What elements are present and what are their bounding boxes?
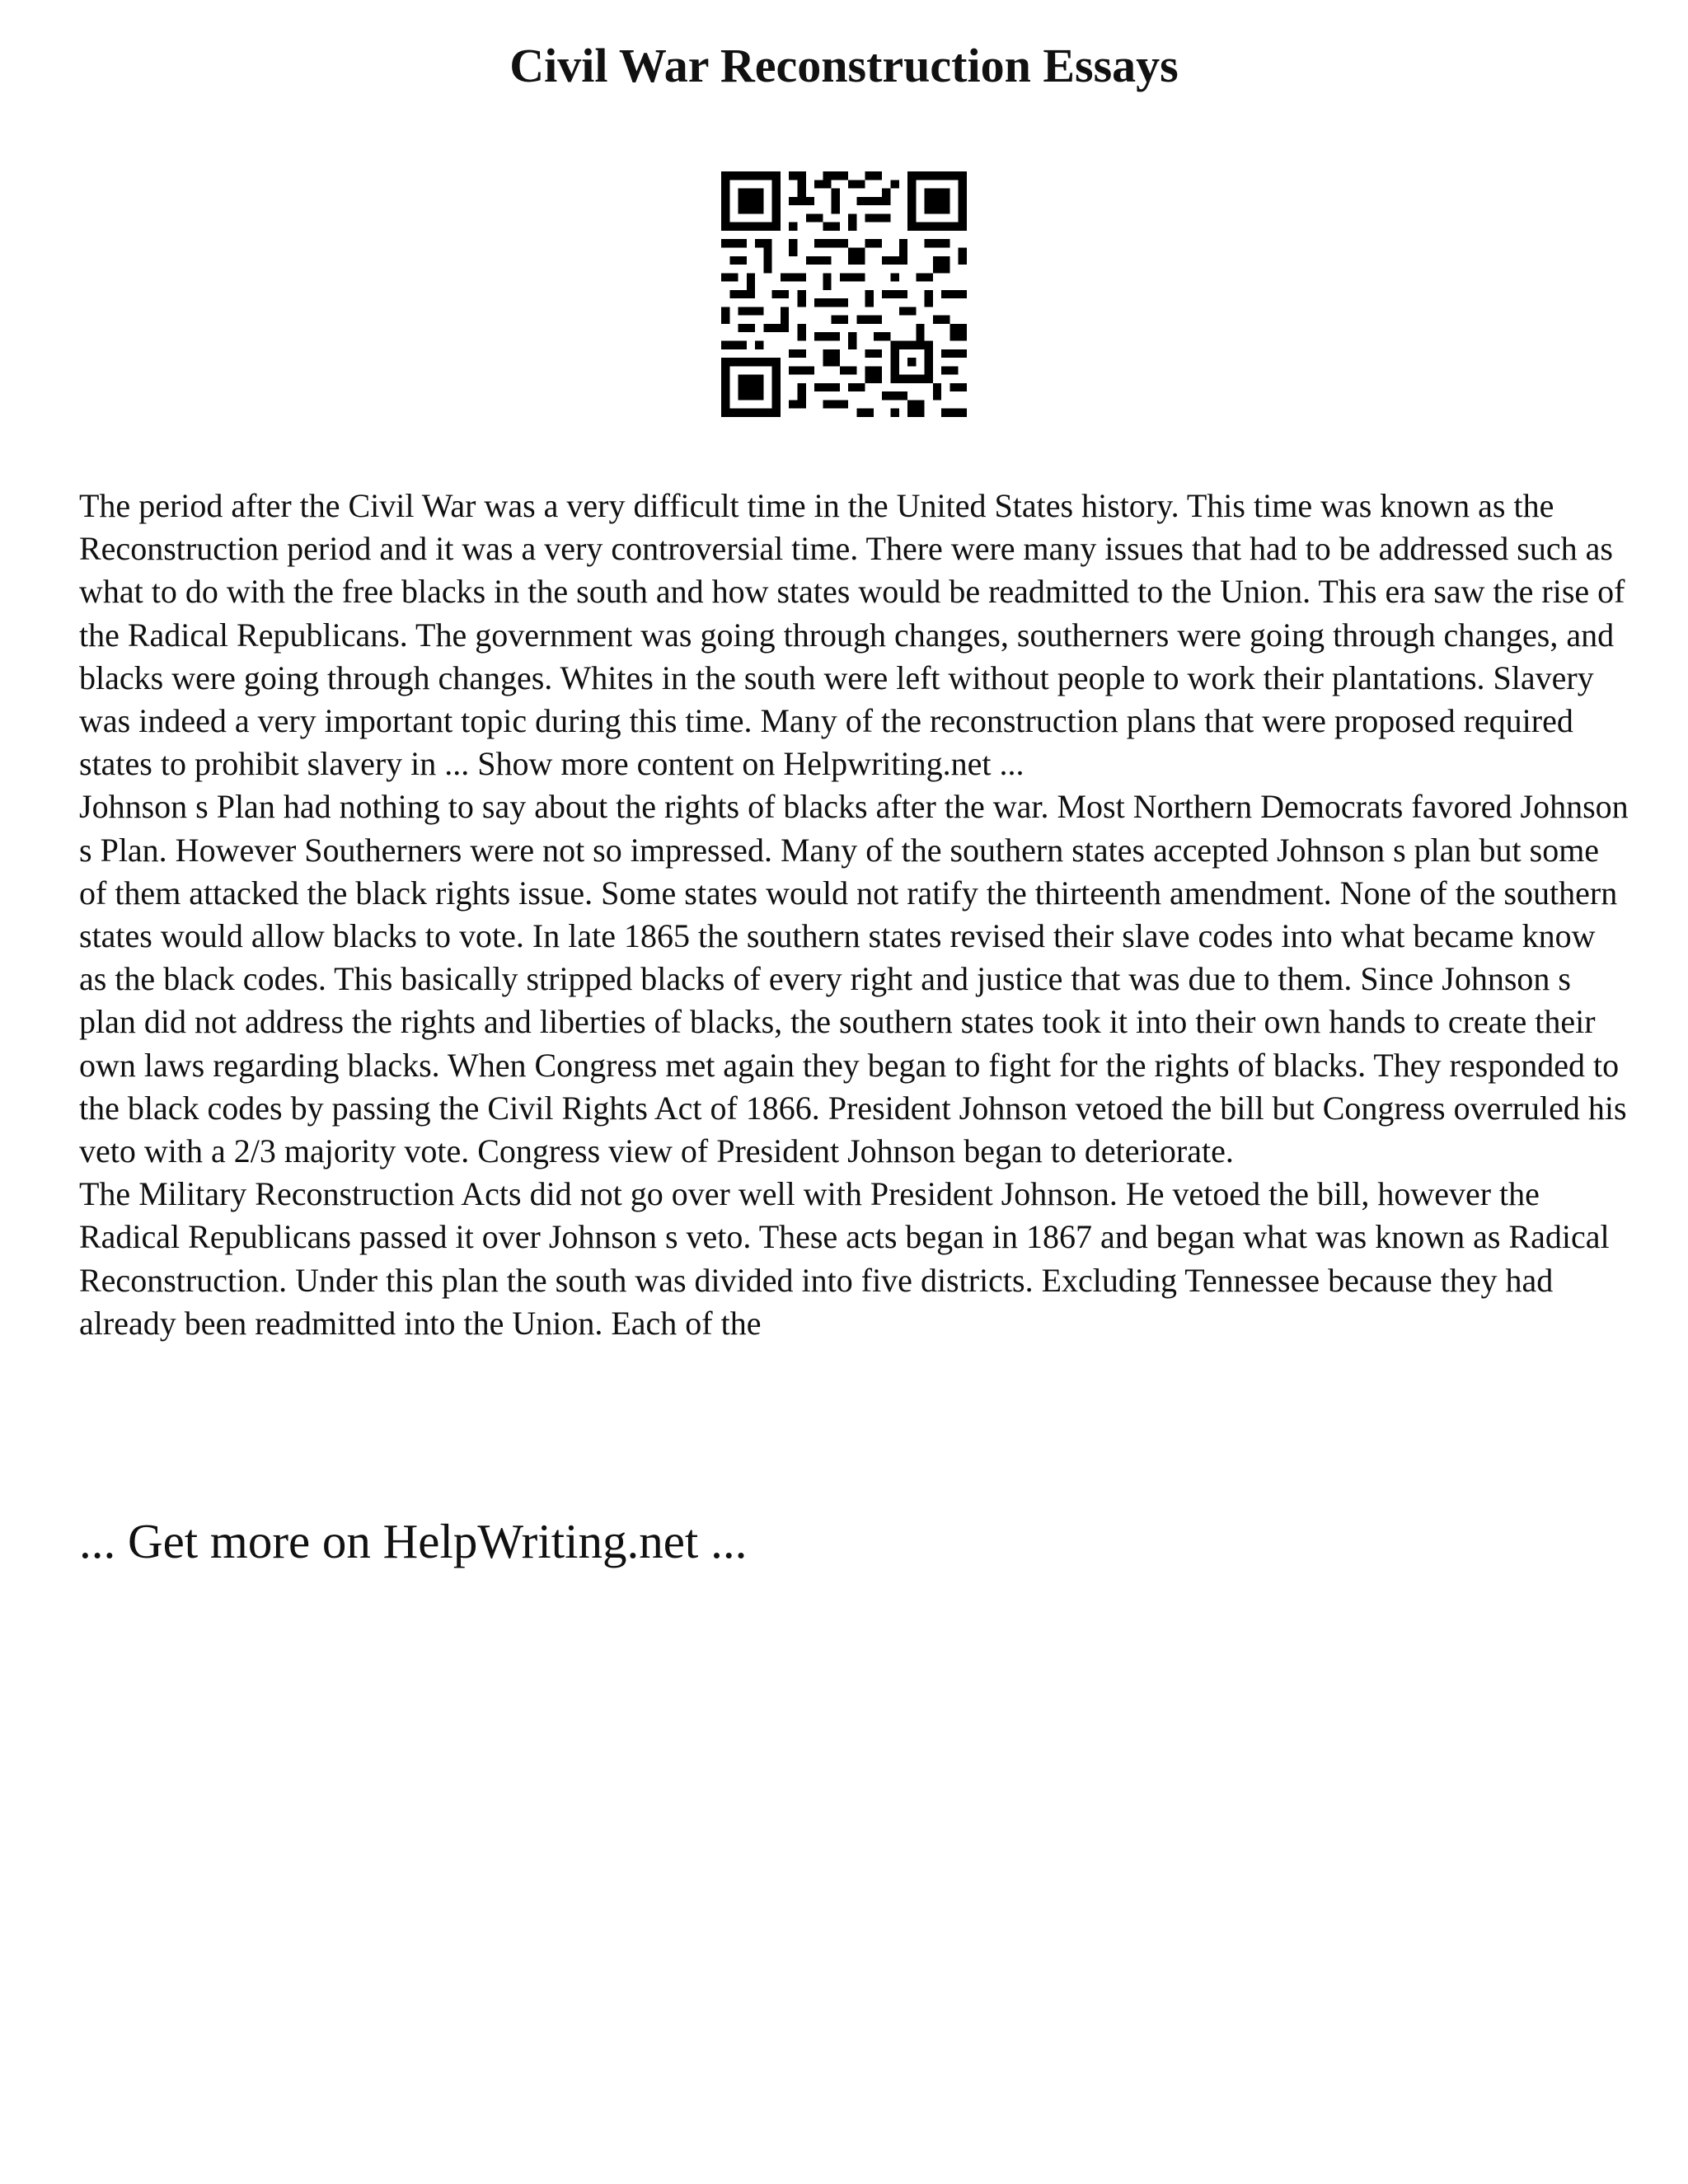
- essay-paragraph-2: Johnson s Plan had nothing to say about the rights of blacks after the war. Most Northern Democrats favored Johnson s Plan. However Southerners were not so impressed. Many of the southern states accepted Johnson s plan but some of them attacked the black rights issue. Some states would not ratify the thirteenth amendment. None of the southern states would allow blacks to vote. In late 1865 the southern states revised their slave codes into what became know as the black codes. This basically stripped blacks of every right and justice that was due to them. Since Johnson s plan did not address the rights and liberties of blacks, the southern states took it into their own hands to create their own laws regarding blacks. When Congress met again they began to fight for the rights of blacks. They responded to the black codes by passing the Civil Rights Act of 1866. President Johnson vetoed the bill but Congress overruled his veto with a 2/3 majority vote. Congress view of President Johnson began to deteriorate.: [79, 788, 1629, 1170]
- qr-code-icon: [721, 171, 967, 417]
- essay-body: [79, 485, 1629, 1345]
- get-more-link[interactable]: ... Get more on HelpWriting.net ...: [79, 1514, 748, 1568]
- document-title: Civil War Reconstruction Essays: [509, 39, 1179, 92]
- essay-paragraph-1: The period after the Civil War was a very difficult time in the United States history. This time was known as the Reconstruction period and it was a very controversial time. There were many issues that had to be addressed such as what to do with the free blacks in the south and how states would be readmitted to the Union. This era saw the rise of the Radical Republicans. The government was going through changes, southerners were going through changes, and blacks were going through changes. Whites in the south were left without people to work their plantations. Slavery was indeed a very important topic during this time. Many of the reconstruction plans that were proposed required states to prohibit slavery in ... Show more content on Helpwriting.net ...: [79, 487, 1625, 783]
- essay-paragraph-3: The Military Reconstruction Acts did not go over well with President Johnson. He vetoed the bill, however the Radical Republicans passed it over Johnson s veto. These acts began in 1867 and began what was known as Radical Reconstruction. Under this plan the south was divided into five districts. Excluding Tennessee because they had already been readmitted into the Union. Each of the: [79, 1175, 1610, 1342]
